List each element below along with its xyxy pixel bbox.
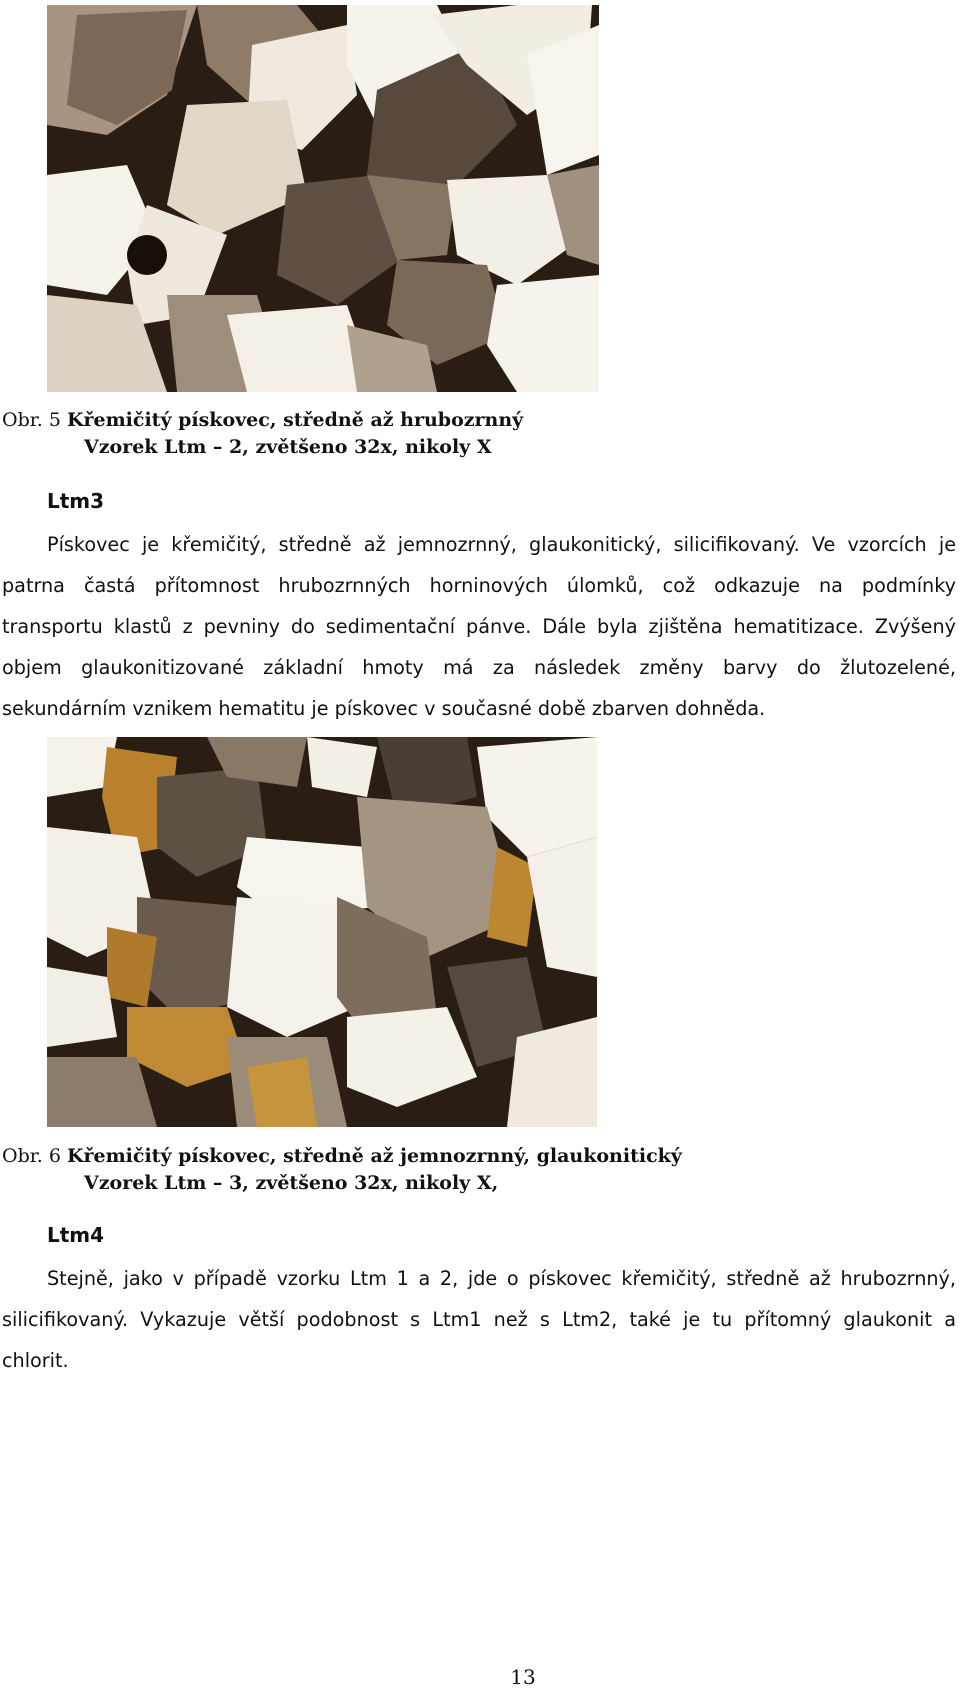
figure-subtitle: Vzorek Ltm – 2, zvětšeno 32x, nikoly X: [84, 436, 492, 458]
section-heading-ltm4: Ltm4: [47, 1223, 105, 1247]
figure-subtitle: Vzorek Ltm – 3, zvětšeno 32x, nikoly X,: [84, 1172, 499, 1194]
paragraph-line: Stejně, jako v případě vzorku Ltm 1 a 2, jde o pískovec křemičitý, středně až hrubozrnný,: [47, 1267, 956, 1290]
page-number: 13: [510, 1665, 536, 1689]
thin-section-image: [47, 737, 597, 1127]
figure-caption-6: [2, 1143, 682, 1197]
paragraph-line: Pískovec je křemičitý, středně až jemnozrnný, glaukonitický, silicifikovaný. Ve vzorcích je: [47, 533, 956, 556]
thin-section-image: [47, 5, 599, 392]
figure-number: Obr. 6: [2, 1145, 61, 1167]
photomicrograph-ltm2: [47, 5, 599, 392]
figure-title: Křemičitý pískovec, středně až hrubozrnný: [66, 409, 524, 431]
figure-caption-5: [2, 407, 523, 461]
paragraph-line: objem glaukonitizované základní hmoty má za následek změny barvy do žlutozelené,: [2, 656, 956, 679]
section-heading-ltm3: Ltm3: [47, 489, 105, 513]
paragraph-line: chlorit.: [2, 1349, 69, 1372]
figure-number: Obr. 5: [2, 409, 61, 431]
paragraph-line: sekundárním vznikem hematitu je pískovec v současné době zbarven dohněda.: [2, 697, 766, 720]
photomicrograph-ltm3: [47, 737, 597, 1127]
section-paragraph-ltm3: [2, 524, 956, 729]
paragraph-line: silicifikovaný. Vykazuje větší podobnost s Ltm1 než s Ltm2, také je tu přítomný glaukonit a: [2, 1308, 956, 1331]
section-paragraph-ltm4: [2, 1258, 956, 1381]
figure-title: Křemičitý pískovec, středně až jemnozrnný, glaukonitický: [66, 1145, 682, 1167]
paragraph-line: patrna častá přítomnost hrubozrnných horninových úlomků, což odkazuje na podmínky: [2, 574, 956, 597]
paragraph-line: transportu klastů z pevniny do sedimentační pánve. Dále byla zjištěna hematitizace. Zvýšený: [2, 615, 956, 638]
